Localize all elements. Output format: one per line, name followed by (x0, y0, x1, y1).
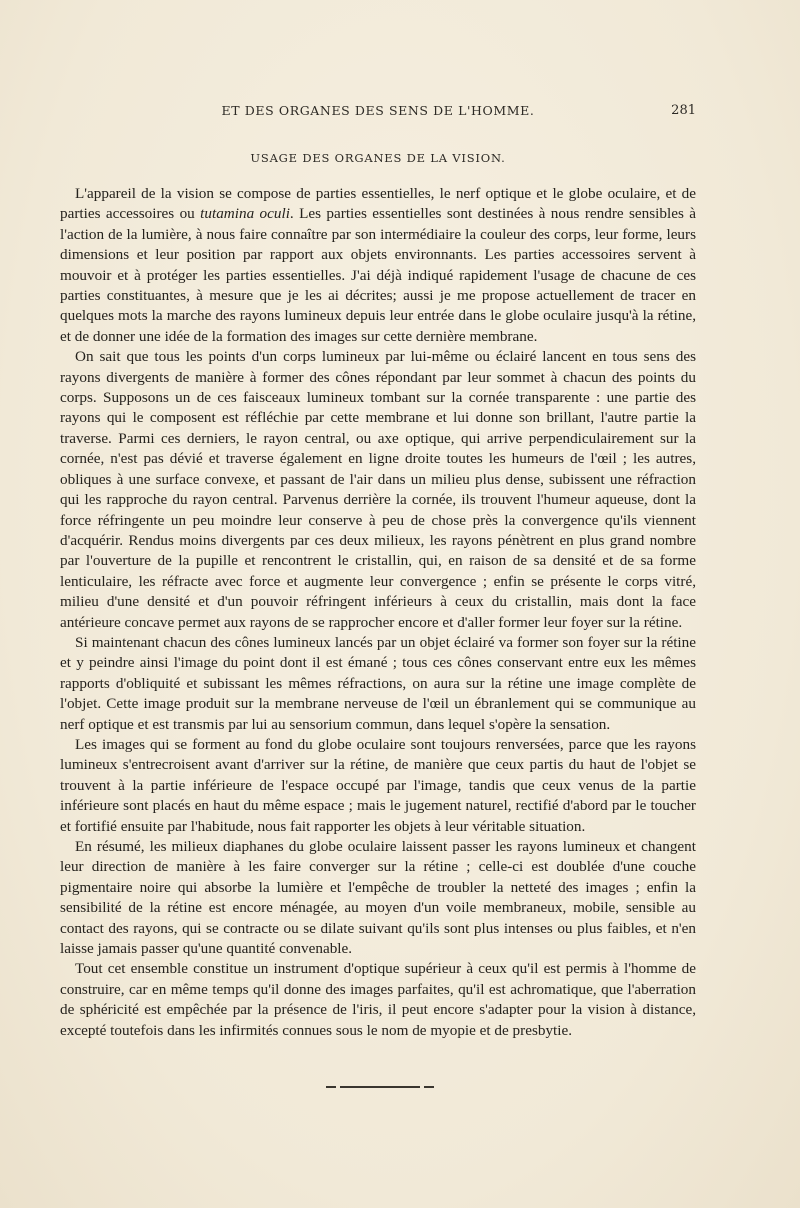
paragraph-1-start: L'appareil de la vision se compose de parties essentielles, le nerf optique et le globe oculaire, et de parties accessoires ou (60, 185, 696, 223)
paragraph-2: On sait que tous les points d'un corps lumineux par lui-même ou éclairé lancent en tous sens des rayons divergents de manière à former des cônes répondant par leur sommet à chacun des points du corps. Supposons un de ces faisceaux lumineux tombant sur la cornée transparente : une partie des rayons qui le composent est réfléchie par cette membrane et lui donne son brillant, l'autre partie la traverse. Parmi ces derniers, le rayon central, ou axe optique, qui arrive perpendiculairement sur la cornée, n'est pas dévié et traverse également en ligne droite toutes les humeurs de l'œil ; les autres, obliques à une surface convexe, et passant de l'air dans un milieu plus dense, subissent une réfraction qui les rapproche du rayon central. Parvenus derrière la cornée, ils trouvent l'humeur aqueuse, dont la force réfringente un peu moindre leur conserve à peu de chose près la convergence qu'ils viennent d'acquérir. Rendus moins divergents par ces deux milieux, les rayons pénètrent en plus grand nombre par l'ouverture de la pupille et rencontrent le cristallin, qui, en raison de sa densité et de sa forme lenticulaire, les réfracte avec force et augmente leur convergence ; enfin se présente le corps vitré, milieu d'une densité et d'un pouvoir réfringent inférieurs à ceux du cristallin, mais dont la face antérieure concave permet aux rayons de se rapprocher encore et d'aller former leur foyer sur la rétine. (60, 348, 696, 631)
page-number: 281 (671, 103, 696, 118)
paragraph-4: Les images qui se forment au fond du globe oculaire sont toujours renversées, parce que les rayons lumineux s'entrecroisent avant d'arriver sur la rétine, de manière que ceux partis du haut de l'objet se trouvent à la partie inférieure de l'espace occupé par l'image, tandis que ceux venus de la partie inférieure sont placés en haut du même espace ; mais le jugement naturel, rectifié d'abord par le toucher et fortifié ensuite par l'habitude, nous fait rapporter les objets à leur véritable situation. (60, 735, 696, 835)
running-title: ET DES ORGANES DES SENS DE L'HOMME. (221, 103, 535, 118)
running-head (60, 103, 696, 121)
closing-rule (340, 1086, 420, 1088)
paragraph-1 (60, 184, 696, 347)
paragraph-5: En résumé, les milieux diaphanes du globe oculaire laissent passer les rayons lumineux et changent leur direction de manière à les faire converger sur la rétine ; celle-ci est doublée d'une couche pigmentaire noire qui absorbe la lumière et l'empêche de troubler la netteté des images ; enfin la sensibilité de la rétine est encore ménagée, au moyen d'un voile membraneux, mobile, sensible au contact des rayons, qui se contracte ou se dilate suivant qu'ils sont plus intenses ou plus faibles, et n'en laisse jamais passer qu'une quantité convenable. (60, 838, 696, 958)
paragraph-1-end: . Les parties essentielles sont destinées à nous rendre sensibles à l'action de la lumière, à nous faire connaître par son intermédiaire la couleur des corps, leur forme, leurs dimensions et leur position par rapport aux objets environnants. Les parties accessoires servent à mouvoir et à protéger les parties essentielles. J'ai déjà indiqué rapidement l'usage de chacune de ces parties constituantes, à mesure que je les ai décrites; aussi je me propose actuellement de tracer en quelques mots la marche des rayons lumineux depuis leur entrée dans le globe oculaire jusqu'à la rétine, et de donner une idée de la formation des images sur cette dernière membrane. (60, 205, 696, 345)
body-text (60, 184, 696, 1041)
latin-term: tutamina oculi (200, 205, 290, 223)
paragraph-6: Tout cet ensemble constitue un instrument d'optique supérieur à ceux qu'il est permis à l'homme de construire, car en même temps qu'il donne des images parfaites, qu'il est achromatique, que l'aberration de sphéricité est empêchée par la présence de l'iris, il peut encore s'adapter pour la vision à distance, excepté toutefois dans les infirmités connues sous le nom de myopie et de presbytie. (60, 960, 696, 1039)
section-heading: USAGE DES ORGANES DE LA VISION. (250, 151, 506, 165)
paragraph-3: Si maintenant chacun des cônes lumineux lancés par un objet éclairé va former son foyer sur la rétine et y peindre ainsi l'image du point dont il est émané ; tous ces cônes conservant entre eux les mêmes rapports d'obliquité et subissant les mêmes réfractions, on aura sur la rétine une image complète de l'objet. Cette image produit sur la membrane nerveuse de l'œil un ébranlement qui se communique au nerf optique et est transmis par lui au sensorium commun, dans lequel s'opère la sensation. (60, 633, 696, 733)
